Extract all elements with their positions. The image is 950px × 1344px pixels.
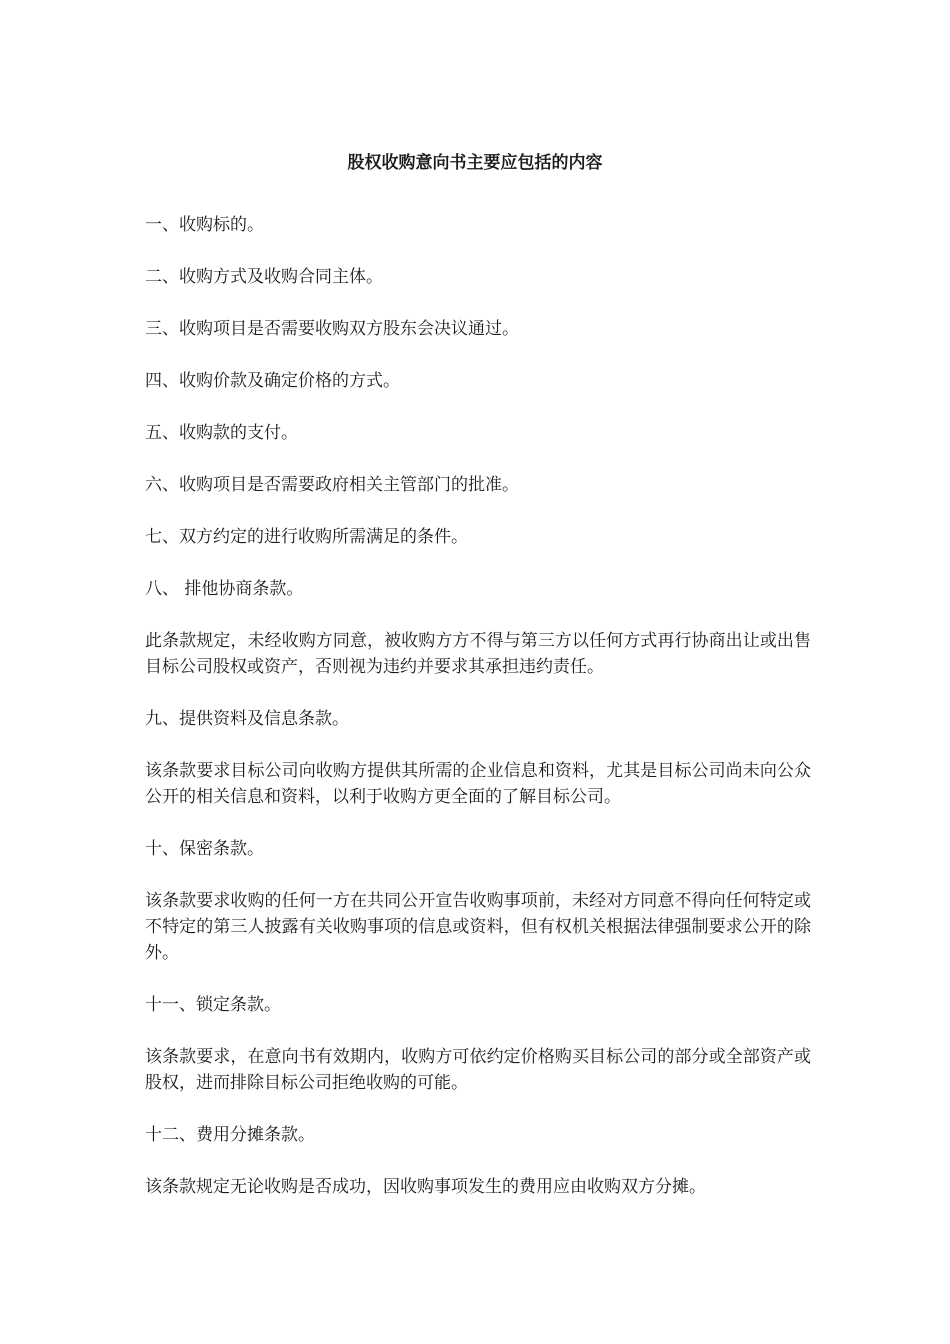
clause-10-heading: 十、保密条款。: [145, 839, 264, 859]
clause-11-text: 该条款要求，在意向书有效期内，收购方可依约定价格购买目标公司的部分或全部资产或股权，进而排除目标公司拒绝收购的可能。: [145, 1047, 811, 1093]
clause-3: 三、收购项目是否需要收购双方股东会决议通过。: [145, 319, 519, 339]
clause-6: 六、收购项目是否需要政府相关主管部门的批准。: [145, 475, 519, 495]
clause-9-heading: 九、提供资料及信息条款。: [145, 709, 349, 729]
document-body: [145, 212, 811, 1226]
clause-12-heading: 十二、费用分摊条款。: [145, 1125, 315, 1145]
clause-12-text: 该条款规定无论收购是否成功，因收购事项发生的费用应由收购双方分摊。: [145, 1177, 706, 1197]
clause-8-heading: 八、 排他协商条款。: [145, 579, 304, 599]
clause-8-text: 此条款规定，未经收购方同意，被收购方方不得与第三方以任何方式再行协商出让或出售目标公司股权或资产，否则视为违约并要求其承担违约责任。: [145, 631, 811, 677]
clause-4: 四、收购价款及确定价格的方式。: [145, 371, 400, 391]
clause-1: 一、收购标的。: [145, 215, 264, 235]
document-title: 股权收购意向书主要应包括的内容: [347, 153, 603, 173]
clause-9-text: 该条款要求目标公司向收购方提供其所需的企业信息和资料，尤其是目标公司尚未向公众公开的相关信息和资料，以利于收购方更全面的了解目标公司。: [145, 761, 811, 807]
clause-7: 七、双方约定的进行收购所需满足的条件。: [145, 527, 468, 547]
clause-11-heading: 十一、锁定条款。: [145, 995, 281, 1015]
clause-5: 五、收购款的支付。: [145, 423, 298, 443]
clause-10-text: 该条款要求收购的任何一方在共同公开宣告收购事项前，未经对方同意不得向任何特定或不特定的第三人披露有关收购事项的信息或资料，但有权机关根据法律强制要求公开的除外。: [145, 891, 811, 963]
clause-2: 二、收购方式及收购合同主体。: [145, 267, 383, 287]
